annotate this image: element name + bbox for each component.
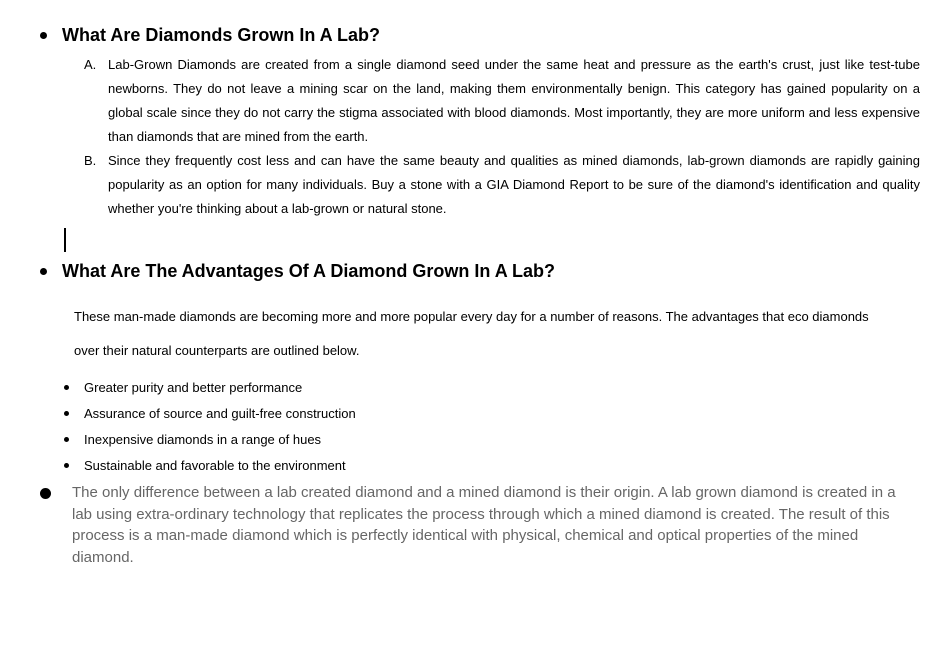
advantage-label: Sustainable and favorable to the environment	[84, 457, 346, 473]
advantage-label: Greater purity and better performance	[84, 379, 303, 395]
list-marker-b: B.	[84, 153, 97, 168]
paragraph-a: Lab-Grown Diamonds are created from a single diamond seed under the same heat and pressure as the earth's crust, just like test-tube newborns. They do not leave a mining scar on the land, making them environmentally benign. This category has gained popularity on a global scale since they do not carry the stigma associated with blood diamonds. Most importantly, they are more uniform and less expensive than diamonds that are mined from the earth.	[108, 57, 920, 144]
advantage-label: Inexpensive diamonds in a range of hues	[84, 431, 322, 447]
list-item	[40, 400, 920, 426]
text-cursor	[64, 228, 66, 252]
bullet-icon	[64, 463, 69, 468]
section-advantages	[40, 260, 920, 568]
large-bullet-icon	[40, 488, 51, 499]
section2-heading: What Are The Advantages Of A Diamond Grown In A Lab?	[62, 261, 556, 281]
bullet-icon	[64, 411, 69, 416]
paragraph-b: Since they frequently cost less and can have the same beauty and qualities as mined diamonds, lab-grown diamonds are rapidly gaining popularity as an option for many individuals. Buy a stone with a GIA Diamond Report to be sure of the diamond's identification and quality whether you're thinking about a lab-grown or natural stone.	[108, 153, 920, 216]
list-item	[40, 374, 920, 400]
list-item-a	[84, 53, 920, 149]
section1-heading: What Are Diamonds Grown In A Lab?	[62, 25, 381, 45]
note-item	[40, 482, 920, 568]
heading-row-1	[40, 24, 920, 46]
advantage-label: Assurance of source and guilt-free construction	[84, 405, 356, 421]
list-item-b	[84, 149, 920, 221]
bullet-icon	[64, 385, 69, 390]
list-item	[40, 452, 920, 478]
heading-bullet-icon	[40, 32, 47, 39]
lettered-list	[40, 53, 920, 221]
advantages-list	[40, 374, 920, 478]
bullet-icon	[64, 437, 69, 442]
heading-row-2	[40, 260, 920, 282]
intro-paragraph: These man-made diamonds are becoming more and more popular every day for a number of reasons. The advantages that eco diamonds over their natural counterparts are outlined below.	[74, 309, 869, 358]
section-what-are-lab-diamonds	[40, 24, 920, 221]
list-item	[40, 426, 920, 452]
heading-bullet-icon	[40, 268, 47, 275]
list-marker-a: A.	[84, 57, 97, 72]
note-paragraph: The only difference between a lab created diamond and a mined diamond is their origin. A lab grown diamond is created in a lab using extra-ordinary technology that replicates the process through which a mined diamond is created. The result of this process is a man-made diamond which is perfectly identical with physical, chemical and optical properties of the mined diamond.	[72, 484, 896, 566]
